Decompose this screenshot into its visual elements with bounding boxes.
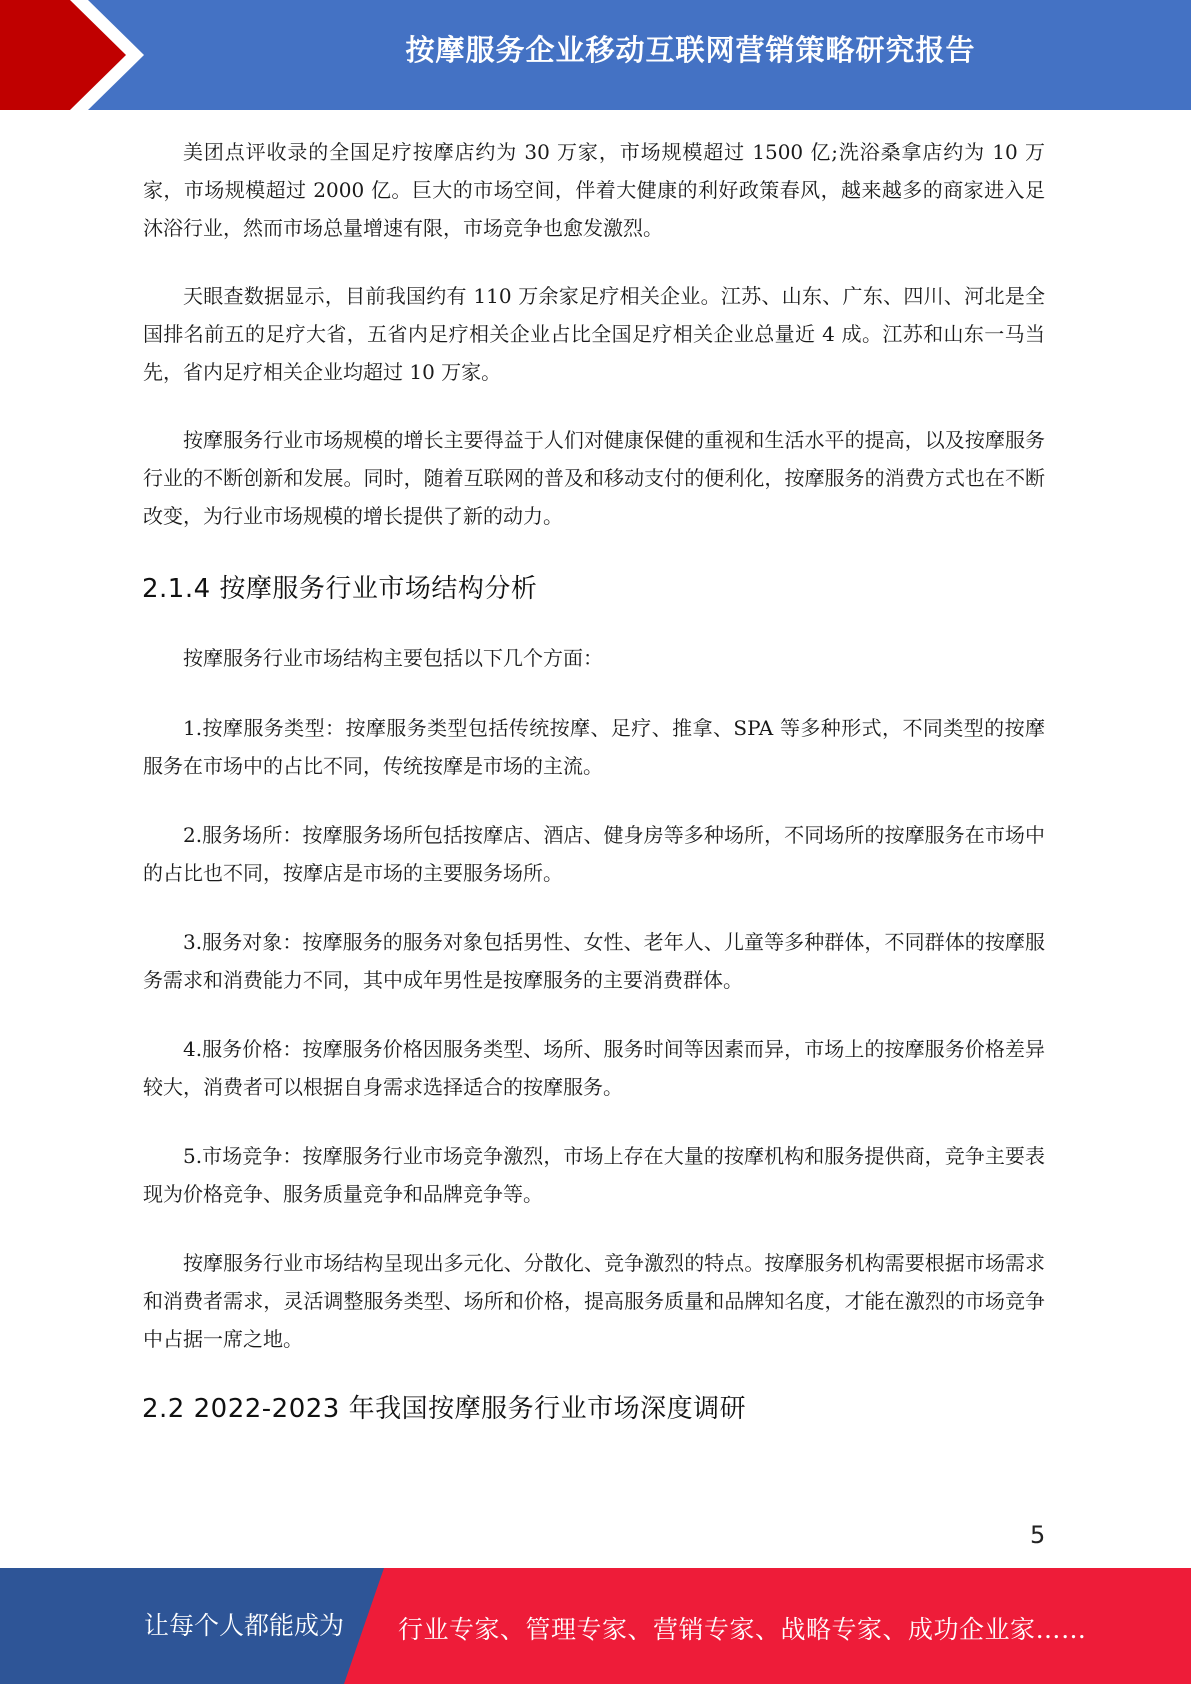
header-banner [0,0,1191,110]
list-item-market-competition: 5.市场竞争：按摩服务行业市场竞争激烈，市场上存在大量的按摩机构和服务提供商，竞争主要表现为价格竞争、服务质量竞争和品牌竞争等。 [143,1144,1045,1206]
footer-banner [0,1568,1191,1684]
section-heading-2-1-4: 2.1.4 按摩服务行业市场结构分析 [142,574,538,604]
paragraph-structure-intro: 按摩服务行业市场结构主要包括以下几个方面： [183,646,603,670]
list-item-service-venues: 2.服务场所：按摩服务场所包括按摩店、酒店、健身房等多种场所，不同场所的按摩服务在市场中的占比也不同，按摩店是市场的主要服务场所。 [143,823,1045,885]
footer-slogan-left: 让每个人都能成为 [144,1611,345,1640]
paragraph-structure-summary: 按摩服务行业市场结构呈现出多元化、分散化、竞争激烈的特点。按摩服务机构需要根据市场需求和消费者需求，灵活调整服务类型、场所和价格，提高服务质量和品牌知名度，才能在激烈的市场竞争中占据一席之地。 [143,1251,1045,1351]
paragraph-tianyancha-data: 天眼查数据显示，目前我国约有 110 万余家足疗相关企业。江苏、山东、广东、四川、河北是全国排名前五的足疗大省，五省内足疗相关企业占比全国足疗相关企业总量近 4 成。江苏和山东一马当先，省内足疗相关企业均超过 10 万家。 [143,284,1045,384]
footer-slogan-right: 行业专家、管理专家、营销专家、战略专家、成功企业家…… [398,1615,1087,1644]
list-item-service-targets: 3.服务对象：按摩服务的服务对象包括男性、女性、老年人、儿童等多种群体，不同群体的按摩服务需求和消费能力不同，其中成年男性是按摩服务的主要消费群体。 [143,930,1045,992]
paragraph-growth-drivers: 按摩服务行业市场规模的增长主要得益于人们对健康保健的重视和生活水平的提高，以及按摩服务行业的不断创新和发展。同时，随着互联网的普及和移动支付的便利化，按摩服务的消费方式也在不断改变，为行业市场规模的增长提供了新的动力。 [143,428,1045,528]
paragraph-market-size: 美团点评收录的全国足疗按摩店约为 30 万家，市场规模超过 1500 亿;洗浴桑拿店约为 10 万家，市场规模超过 2000 亿。巨大的市场空间，伴着大健康的利好政策春风，越来越多的商家进入足沐浴行业，然而市场总量增速有限，市场竞争也愈发激烈。 [143,140,1045,240]
list-item-service-prices: 4.服务价格：按摩服务价格因服务类型、场所、服务时间等因素而异，市场上的按摩服务价格差异较大，消费者可以根据自身需求选择适合的按摩服务。 [143,1037,1045,1099]
report-title: 按摩服务企业移动互联网营销策略研究报告 [405,33,976,67]
section-heading-2-2: 2.2 2022-2023 年我国按摩服务行业市场深度调研 [142,1394,747,1424]
list-item-service-types: 1.按摩服务类型：按摩服务类型包括传统按摩、足疗、推拿、SPA 等多种形式，不同类型的按摩服务在市场中的占比不同，传统按摩是市场的主流。 [143,716,1045,778]
page-number: 5 [1030,1521,1046,1549]
header-arrow-decoration [0,0,160,110]
